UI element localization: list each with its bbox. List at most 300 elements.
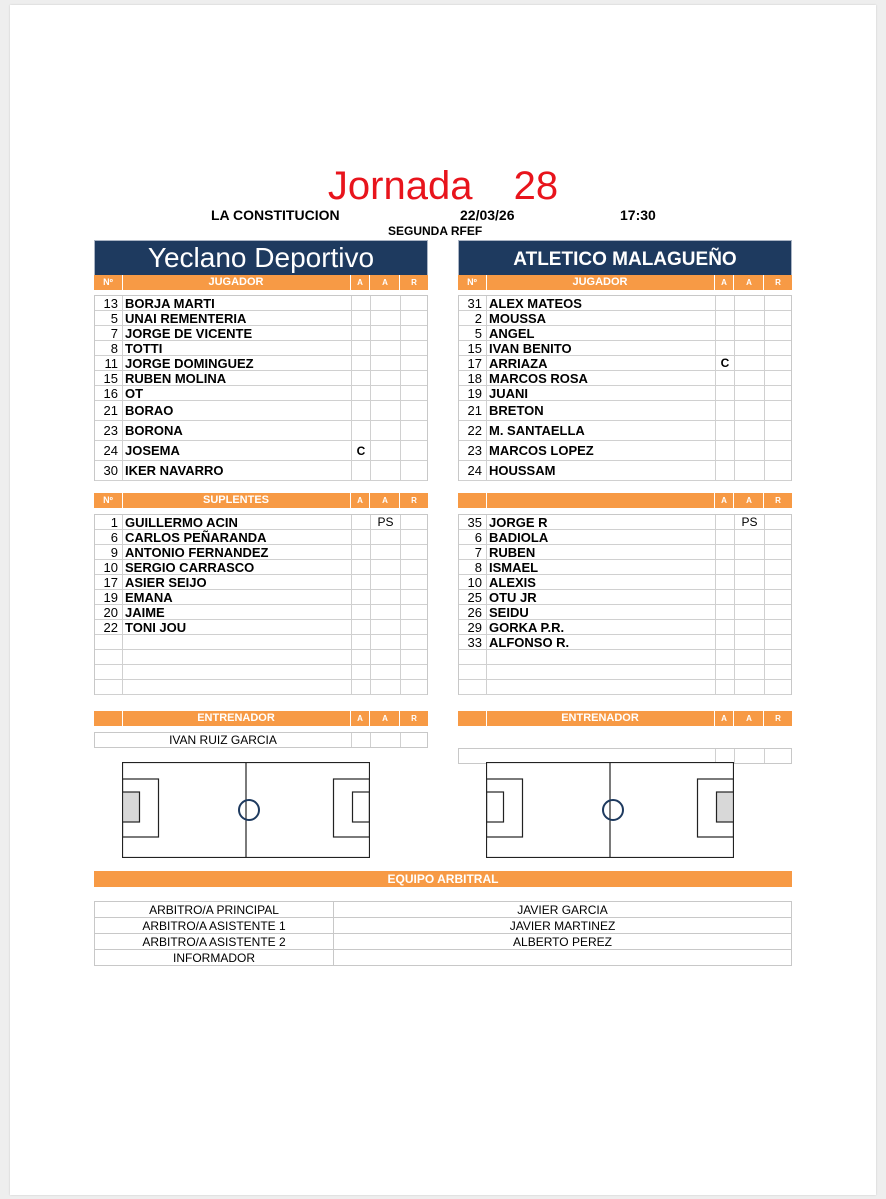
player-a1-mark [351,371,370,385]
player-r-mark [400,605,428,619]
player-a2-mark [370,461,400,480]
player-a2-mark [734,371,764,385]
player-a1-mark [351,311,370,325]
player-name [123,650,351,664]
player-a2-mark [734,386,764,400]
player-name: OT [125,385,144,401]
referee-name [334,950,792,966]
player-a1-mark: C [351,441,370,460]
player-number: 11 [95,356,123,370]
player-a2-mark [370,311,400,325]
player-number: 30 [95,461,123,480]
player-name: JAIME [125,604,165,620]
player-r-mark [400,545,428,559]
player-a1-mark [351,461,370,480]
player-number: 26 [459,605,487,619]
player-row [95,461,427,481]
player-a1-mark [715,620,734,634]
col-a2: A [369,493,400,508]
player-row [95,371,427,386]
player-a2-mark [370,635,400,649]
away-players-header [458,275,792,290]
player-row [95,635,427,650]
player-r-mark [764,530,792,544]
player-name [123,665,351,679]
player-a1-mark [351,386,370,400]
player-a2-mark [734,605,764,619]
referee-name: JAVIER MARTINEZ [334,918,792,934]
player-a2-mark [734,590,764,604]
away-starters-list [458,295,792,481]
player-a2-mark [370,421,400,440]
col-a2: A [733,493,764,508]
player-r-mark [764,620,792,634]
player-row [95,296,427,311]
away-team-name: ATLETICO MALAGUEÑO [458,240,792,276]
player-row [459,650,791,665]
player-row [95,386,427,401]
player-a2-mark [370,590,400,604]
player-row [95,341,427,356]
player-number: 15 [459,341,487,355]
player-r-mark [400,326,428,340]
player-number: 29 [459,620,487,634]
player-row [95,530,427,545]
player-a1-mark [715,371,734,385]
player-number: 18 [459,371,487,385]
player-a1-mark [351,605,370,619]
player-a1-mark [715,545,734,559]
player-r-mark [764,421,792,440]
player-number: 21 [459,401,487,420]
col-a1: A [714,711,733,726]
player-a2-mark [734,560,764,574]
player-name: JORGE DOMINGUEZ [125,355,254,371]
player-name [487,650,715,664]
player-r-mark [764,680,792,694]
player-a1-mark [715,680,734,694]
player-a2-mark [370,326,400,340]
player-row [459,326,791,341]
player-name: JORGE R [489,514,548,530]
player-row [95,680,427,695]
col-r: R [763,711,792,726]
player-a1-mark [715,311,734,325]
player-number: 24 [95,441,123,460]
player-row [459,620,791,635]
player-r-mark [764,311,792,325]
col-r: R [763,493,792,508]
player-row [95,515,427,530]
player-row [95,326,427,341]
player-a2-mark [734,530,764,544]
player-r-mark [400,635,428,649]
player-a1-mark [351,635,370,649]
player-name: RUBEN [489,544,536,560]
player-number [95,635,123,649]
player-r-mark [400,665,428,679]
match-time: 17:30 [620,207,656,223]
player-a2-mark [370,386,400,400]
player-number: 19 [95,590,123,604]
player-r-mark [764,605,792,619]
player-name: ALEX MATEOS [489,295,582,311]
player-name [123,635,351,649]
col-r: R [399,493,428,508]
player-a2-mark [370,341,400,355]
player-a2-mark [370,650,400,664]
referee-row [95,918,792,934]
player-a1-mark [715,515,734,529]
player-a2-mark [734,421,764,440]
player-row [459,515,791,530]
player-a1-mark [351,530,370,544]
player-a2-mark [734,680,764,694]
matchday-word: Jornada [327,164,473,208]
home-team-name: Yeclano Deportivo [94,240,428,276]
player-row [459,311,791,326]
player-number: 23 [459,441,487,460]
player-row [95,560,427,575]
player-r-mark [400,620,428,634]
player-a1-mark [715,530,734,544]
player-r-mark [764,575,792,589]
player-row [459,371,791,386]
competition-name: SEGUNDA RFEF [388,224,483,238]
player-name: MARCOS ROSA [489,370,588,386]
player-name: GUILLERMO ACIN [125,514,238,530]
player-a1-mark [715,401,734,420]
player-number [459,665,487,679]
player-number: 23 [95,421,123,440]
player-row [459,296,791,311]
player-a2-mark [370,545,400,559]
player-a1-mark [351,620,370,634]
player-r-mark [400,371,428,385]
player-name: JUANI [489,385,529,401]
away-coach-header [458,711,792,726]
matchday-title [10,163,876,209]
player-name: TOTTI [125,340,163,356]
player-a1-mark [715,461,734,480]
player-r-mark [764,356,792,370]
player-row [459,680,791,695]
player-number [459,650,487,664]
player-row [95,575,427,590]
player-a2-mark [370,605,400,619]
player-number: 20 [95,605,123,619]
player-name: HOUSSAM [489,463,556,478]
player-a2-mark [734,311,764,325]
player-r-mark [764,371,792,385]
player-row [459,421,791,441]
player-number [95,680,123,694]
player-number: 31 [459,296,487,310]
player-name: ANGEL [489,325,535,341]
player-r-mark [400,356,428,370]
player-number: 22 [95,620,123,634]
player-name: ISMAEL [489,559,539,575]
player-a2-mark [370,401,400,420]
col-a2: A [733,275,764,290]
player-row [95,441,427,461]
player-row [459,545,791,560]
player-row [459,356,791,371]
col-coach: ENTRENADOR [561,712,639,724]
player-a1-mark [351,665,370,679]
player-number: 33 [459,635,487,649]
matchday-number: 28 [513,164,559,208]
player-name: OTU JR [489,589,537,605]
player-number: 5 [459,326,487,340]
player-a1-mark [351,356,370,370]
col-a1: A [714,493,733,508]
player-r-mark [764,296,792,310]
player-number: 16 [95,386,123,400]
player-a1-mark [715,665,734,679]
player-number: 7 [459,545,487,559]
player-a2-mark [734,401,764,420]
col-a1: A [714,275,733,290]
player-a1-mark [715,605,734,619]
col-a1: A [350,275,369,290]
player-row [95,590,427,605]
away-subs-list [458,514,792,695]
player-a2-mark [370,665,400,679]
away-coach-name [459,749,715,763]
col-a2: A [369,275,400,290]
player-a1-mark [715,326,734,340]
player-a1-mark [715,421,734,440]
referee-row [95,902,792,918]
player-row [459,590,791,605]
player-name: UNAI REMENTERIA [125,310,247,326]
col-r: R [399,711,428,726]
referee-role: ARBITRO/A ASISTENTE 1 [95,918,334,934]
player-number: 1 [95,515,123,529]
player-a2-mark [370,371,400,385]
player-a2-mark [370,296,400,310]
player-name: BORJA MARTI [125,295,215,311]
col-r: R [399,275,428,290]
player-a1-mark [351,401,370,420]
player-a1-mark [351,650,370,664]
player-a1-mark [715,560,734,574]
col-number: Nº [94,275,123,290]
referee-role: ARBITRO/A ASISTENTE 2 [95,934,334,950]
player-a1-mark [715,386,734,400]
player-number: 22 [459,421,487,440]
player-r-mark [400,421,428,440]
player-a1-mark [351,421,370,440]
player-r-mark [400,650,428,664]
player-row [95,311,427,326]
player-row [459,441,791,461]
player-name: M. SANTAELLA [489,423,585,438]
match-date: 22/03/26 [460,207,515,223]
player-r-mark [400,515,428,529]
col-a2: A [369,711,400,726]
player-number: 10 [459,575,487,589]
player-number: 15 [95,371,123,385]
player-name: JORGE DE VICENTE [125,325,253,341]
player-r-mark [400,311,428,325]
player-name: IVAN BENITO [489,340,572,356]
home-coach-header [94,711,428,726]
home-subs-header [94,493,428,508]
player-name: BADIOLA [489,529,549,545]
player-r-mark [400,680,428,694]
player-number: 10 [95,560,123,574]
player-name: BORONA [125,423,183,438]
referee-table [94,901,792,966]
player-row [459,386,791,401]
player-r-mark [764,650,792,664]
player-a1-mark [351,515,370,529]
player-number: 5 [95,311,123,325]
referee-team-header: EQUIPO ARBITRAL [94,871,792,887]
player-number: 8 [459,560,487,574]
lineup-sheet [10,5,876,1195]
referee-name: ALBERTO PEREZ [334,934,792,950]
player-number: 19 [459,386,487,400]
player-a2-mark [734,296,764,310]
player-row [459,401,791,421]
player-name: BORAO [125,403,174,418]
col-coach: ENTRENADOR [197,712,275,724]
player-number: 24 [459,461,487,480]
player-r-mark [764,341,792,355]
player-number: 7 [95,326,123,340]
referee-row [95,934,792,950]
player-name: BRETON [489,403,544,418]
player-name: CARLOS PEÑARANDA [125,529,267,545]
home-pitch-diagram [122,762,370,858]
player-a2-mark [370,530,400,544]
player-row [95,545,427,560]
player-row [459,530,791,545]
player-name: ANTONIO FERNANDEZ [125,544,269,560]
player-r-mark [400,401,428,420]
player-r-mark [400,386,428,400]
player-a1-mark [715,296,734,310]
player-a2-mark [734,341,764,355]
player-a1-mark [351,680,370,694]
player-r-mark [764,635,792,649]
player-name: EMANA [125,589,173,605]
player-r-mark [400,590,428,604]
player-a2-mark [734,461,764,480]
player-number: 35 [459,515,487,529]
player-r-mark [400,441,428,460]
home-starters-list [94,295,428,481]
col-players: JUGADOR [208,276,264,288]
player-number: 17 [459,356,487,370]
home-players-header [94,275,428,290]
col-players: JUGADOR [572,276,628,288]
player-number: 17 [95,575,123,589]
player-a2-mark [734,665,764,679]
player-name: ARRIAZA [489,355,548,371]
player-r-mark [764,665,792,679]
player-number: 21 [95,401,123,420]
referee-name: JAVIER GARCIA [334,902,792,918]
player-a2-mark [370,620,400,634]
col-a1: A [350,493,369,508]
player-a1-mark: C [715,356,734,370]
player-row [95,650,427,665]
player-row [95,401,427,421]
player-row [95,665,427,680]
player-number [95,665,123,679]
player-r-mark [764,590,792,604]
player-a2-mark [734,635,764,649]
player-a2-mark [734,650,764,664]
player-row [459,560,791,575]
player-a1-mark [351,560,370,574]
player-a1-mark [715,650,734,664]
player-r-mark [400,461,428,480]
player-number: 8 [95,341,123,355]
player-number: 6 [95,530,123,544]
player-r-mark [764,326,792,340]
col-number: Nº [458,275,487,290]
player-a1-mark [351,545,370,559]
player-a1-mark [715,341,734,355]
player-number: 9 [95,545,123,559]
player-r-mark [400,341,428,355]
col-number: Nº [94,493,123,508]
player-number: 25 [459,590,487,604]
player-r-mark [764,401,792,420]
player-row [459,341,791,356]
player-name: RUBEN MOLINA [125,370,227,386]
player-row [459,665,791,680]
player-a2-mark [734,356,764,370]
player-a1-mark [351,575,370,589]
player-r-mark [400,296,428,310]
player-number: 13 [95,296,123,310]
away-pitch-diagram [486,762,734,858]
referee-role: INFORMADOR [95,950,334,966]
player-name: JOSEMA [125,443,180,458]
player-a2-mark [734,575,764,589]
player-name: SEIDU [489,604,529,620]
player-a2-mark [370,356,400,370]
player-r-mark [764,545,792,559]
player-name: SERGIO CARRASCO [125,559,255,575]
player-name [487,665,715,679]
col-subs: SUPLENTES [202,494,269,506]
player-a2-mark [734,620,764,634]
player-a1-mark [715,590,734,604]
player-a1-mark [351,296,370,310]
away-subs-header [458,493,792,508]
player-a2-mark [734,441,764,460]
player-row [95,421,427,441]
player-name: TONI JOU [125,619,187,635]
player-a2-mark [370,441,400,460]
player-row [459,575,791,590]
player-r-mark [764,461,792,480]
player-r-mark [764,560,792,574]
player-name [487,680,715,694]
player-a1-mark [351,326,370,340]
player-r-mark [400,575,428,589]
player-r-mark [764,441,792,460]
player-name: MOUSSA [489,310,547,326]
player-a2-mark [734,326,764,340]
